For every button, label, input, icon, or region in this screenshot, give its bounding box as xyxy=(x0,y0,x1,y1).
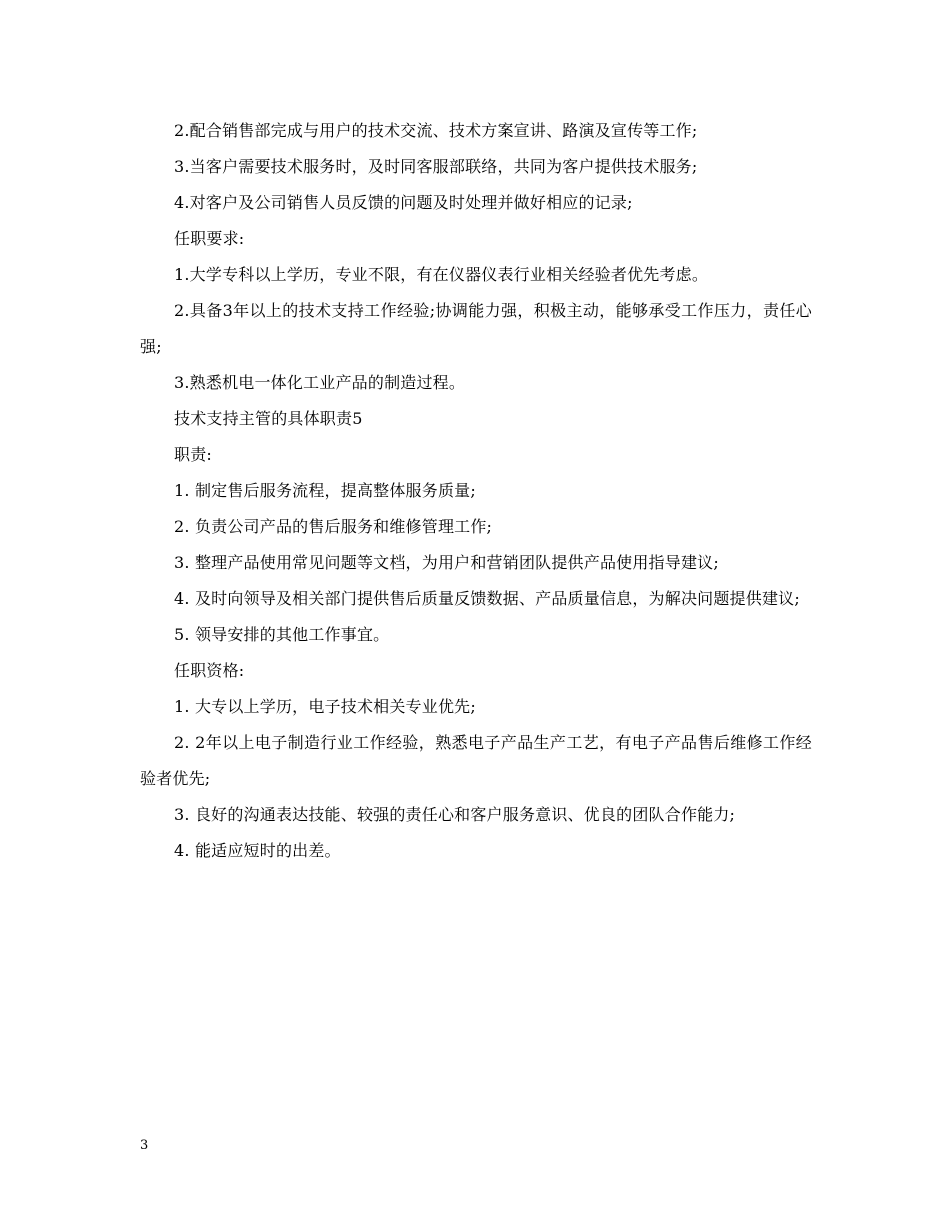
paragraph: 1.大学专科以上学历，专业不限，有在仪器仪表行业相关经验者优先考虑。 xyxy=(174,265,709,284)
document-body xyxy=(140,113,812,869)
paragraph: 4. 能适应短时的出差。 xyxy=(174,841,341,860)
paragraph: 1. 制定售后服务流程，提高整体服务质量; xyxy=(174,481,476,500)
paragraph: 2. 负责公司产品的售后服务和维修管理工作; xyxy=(174,517,493,536)
paragraph: 2.具备3年以上的技术支持工作经验;协调能力强，积极主动，能够承受工作压力，责任心强; xyxy=(140,301,812,356)
paragraph: 3.当客户需要技术服务时，及时同客服部联络，共同为客户提供技术服务; xyxy=(174,157,698,176)
paragraph: 2.配合销售部完成与用户的技术交流、技术方案宣讲、路演及宣传等工作; xyxy=(174,121,698,140)
section-heading: 任职要求: xyxy=(174,229,245,248)
paragraph: 3. 良好的沟通表达技能、较强的责任心和客户服务意识、优良的团队合作能力; xyxy=(174,805,736,824)
section-heading: 职责: xyxy=(174,445,212,464)
paragraph: 1. 大专以上学历，电子技术相关专业优先; xyxy=(174,697,476,716)
paragraph: 3.熟悉机电一体化工业产品的制造过程。 xyxy=(174,373,466,392)
section-title: 技术支持主管的具体职责5 xyxy=(174,409,363,428)
paragraph: 4.对客户及公司销售人员反馈的问题及时处理并做好相应的记录; xyxy=(174,193,633,212)
page-number: 3 xyxy=(140,1138,149,1153)
paragraph: 2. 2年以上电子制造行业工作经验，熟悉电子产品生产工艺，有电子产品售后维修工作经验者优先; xyxy=(140,733,812,788)
paragraph: 4. 及时向领导及相关部门提供售后质量反馈数据、产品质量信息，为解决问题提供建议; xyxy=(174,589,800,608)
paragraph: 3. 整理产品使用常见问题等文档，为用户和营销团队提供产品使用指导建议; xyxy=(174,553,719,572)
paragraph: 5. 领导安排的其他工作事宜。 xyxy=(174,625,390,644)
section-heading: 任职资格: xyxy=(174,661,245,680)
